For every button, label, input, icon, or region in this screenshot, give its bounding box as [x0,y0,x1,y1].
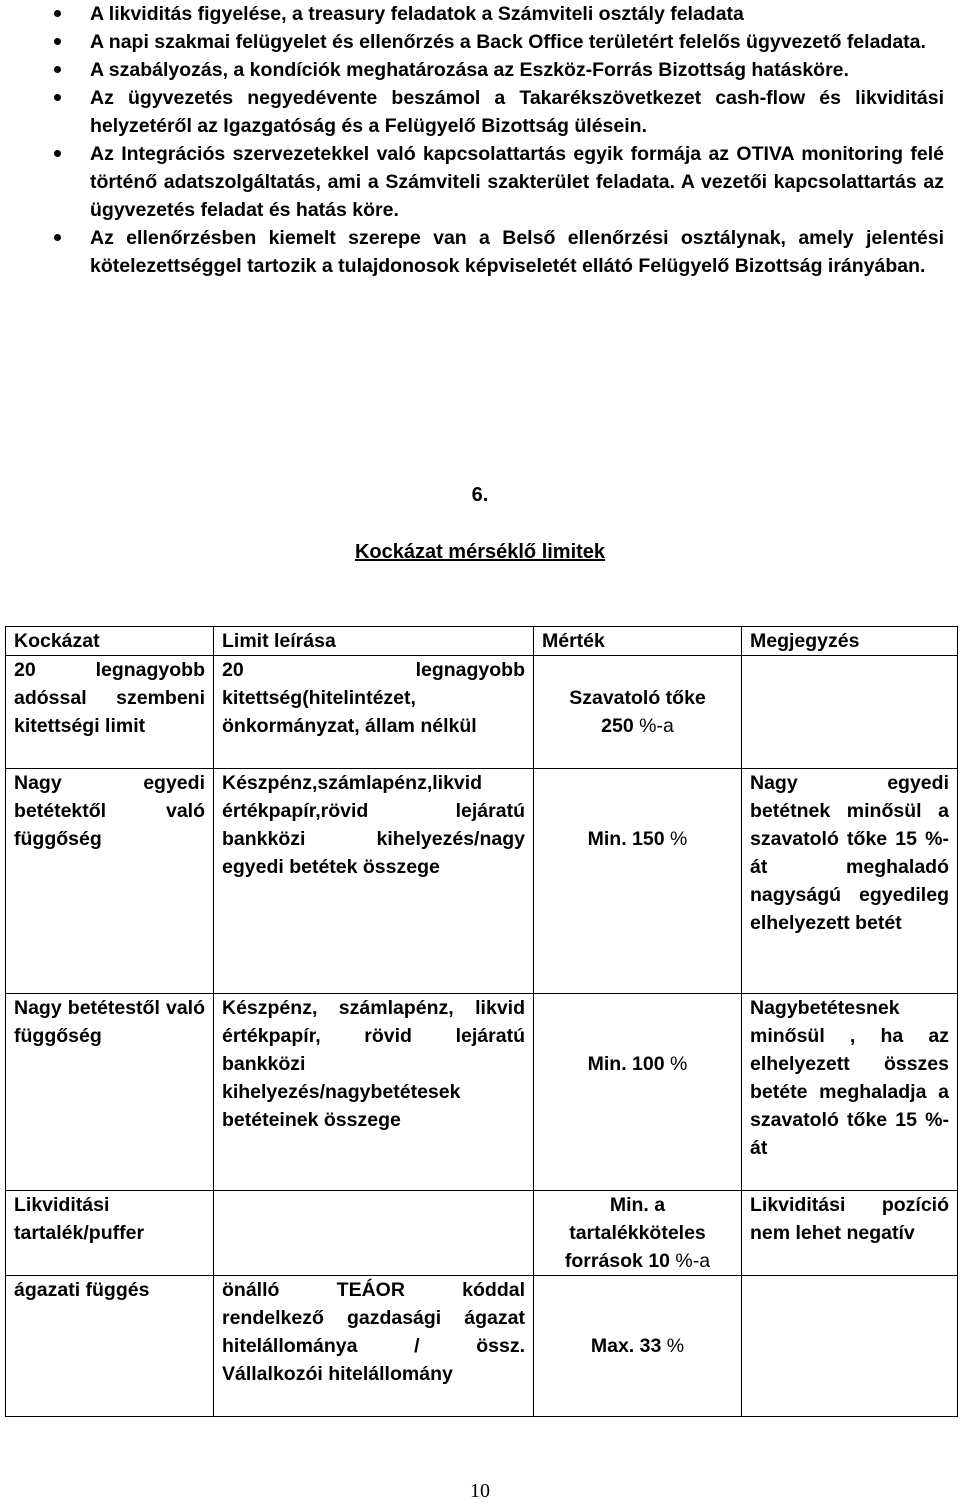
bullet-text: Az ügyvezetés negyedévente beszámol a Takarékszövetkezet cash-flow és likviditási helyzetéről az Igazgatóság és a Felügyelő Bizottság ülésein. [90,87,944,137]
table-row [6,1276,958,1417]
table-row [6,769,958,994]
measure-unit: %-a [633,715,674,737]
measure-value: Min. 100 [587,1053,665,1075]
risk-limits-table [5,626,958,1417]
measure-value: Min. 150 [587,828,665,850]
bullet-text: Az Integrációs szervezetekkel való kapcsolattartás egyik formája az OTIVA monitoring felé történő adatszolgáltatás, ami a Számviteli szakterület feladata. A vezetői kapcsolattartás az ügyvezetés feladat és hatás köre. [90,143,944,221]
measure-text: Szavatoló tőke [569,687,706,709]
measure-value: Min. a tartalékköteles források 10 [564,1194,706,1272]
measure-unit: % [661,1335,685,1357]
measure-unit: % [664,1053,688,1075]
cell-risk: 20 legnagyobb adóssal szembeni kitettségi limit [6,656,214,769]
bullet-text: A szabályozás, a kondíciók meghatározása az Eszköz-Forrás Bizottság hatásköre. [90,59,849,81]
page-number: 10 [470,1480,490,1502]
bullet-item [34,224,944,280]
cell-description: Készpénz,számlapénz,likvid értékpapír,rövid lejáratú bankközi kihelyezés/nagy egyedi betétek összege [214,769,534,994]
bullet-dot-icon [54,38,61,45]
bullet-dot-icon [54,66,61,73]
cell-risk: Likviditási tartalék/puffer [6,1191,214,1276]
bullet-dot-icon [54,10,61,17]
bullet-item [34,28,944,56]
cell-measure [534,1191,742,1276]
table-header-row [6,627,958,656]
cell-note [742,1276,958,1417]
table-row [6,1191,958,1276]
cell-measure [534,1276,742,1417]
bullet-item [34,140,944,224]
cell-description: önálló TEÁOR kóddal rendelkező gazdasági ágazat hitelállománya / össz. Vállalkozói hitelállomány [214,1276,534,1417]
bullet-item [34,0,944,28]
cell-measure [534,994,742,1191]
cell-description: 20 legnagyobb kitettség(hitelintézet, önkormányzat, állam nélkül [214,656,534,769]
cell-measure [534,769,742,994]
cell-note [742,656,958,769]
bullet-text: A likviditás figyelése, a treasury feladatok a Számviteli osztály feladata [90,3,744,25]
header-measure: Mérték [534,627,742,656]
measure-unit: % [664,828,688,850]
cell-risk: Nagy egyedi betétektől való függőség [6,769,214,994]
header-risk: Kockázat [6,627,214,656]
cell-note: Likviditási pozíció nem lehet negatív [742,1191,958,1276]
bullet-dot-icon [54,94,61,101]
header-limit-description: Limit leírása [214,627,534,656]
measure-value: Max. 33 [590,1335,662,1357]
table-row [6,656,958,769]
bullet-list [34,0,944,280]
section-number: 6. [471,484,489,506]
cell-description [214,1191,534,1276]
cell-risk: Nagy betétestől való függőség [6,994,214,1191]
bullet-item [34,56,944,84]
bullet-dot-icon [54,150,61,157]
measure-unit: %-a [670,1250,711,1272]
cell-note: Nagy egyedi betétnek minősül a szavatoló tőke 15 %-át meghaladó nagyságú egyedileg elhelyezett betét [742,769,958,994]
bullet-text: A napi szakmai felügyelet és ellenőrzés a Back Office területért felelős ügyvezető feladata. [90,31,926,53]
cell-risk: ágazati függés [6,1276,214,1417]
cell-description: Készpénz, számlapénz, likvid értékpapír, rövid lejáratú bankközi kihelyezés/nagybetétesek betéteinek összege [214,994,534,1191]
bullet-item [34,84,944,140]
section-title: Kockázat mérséklő limitek [354,541,606,563]
bullet-text: Az ellenőrzésben kiemelt szerepe van a Belső ellenőrzési osztálynak, amely jelentési kötelezettséggel tartozik a tulajdonosok képviseletét ellátó Felügyelő Bizottság irányában. [90,227,944,277]
cell-note: Nagybetétesnek minősül , ha az elhelyezett összes betéte meghaladja a szavatoló tőke 15 %-át [742,994,958,1191]
bullet-dot-icon [54,234,61,241]
cell-measure [534,656,742,769]
measure-value: 250 [601,715,634,737]
table-row [6,994,958,1191]
header-note: Megjegyzés [742,627,958,656]
